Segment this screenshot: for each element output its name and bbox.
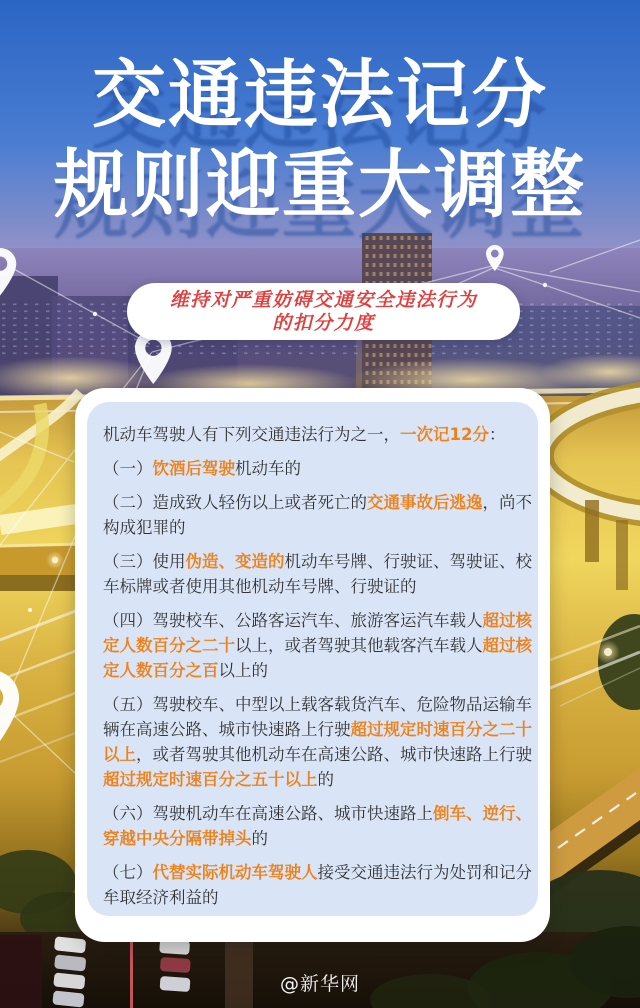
highlight-text: 伪造、变造的 bbox=[185, 552, 285, 571]
page-title bbox=[0, 50, 640, 230]
highlight-text: 超过核定人数百分之二十 bbox=[103, 611, 532, 655]
body-text: （一） bbox=[103, 459, 153, 478]
highlight-text: 超过核定人数百分之百 bbox=[103, 636, 532, 680]
card-intro bbox=[103, 422, 536, 447]
title-line-1: 交通违法记分 bbox=[92, 52, 548, 138]
card-item-2 bbox=[103, 490, 536, 540]
slogan-banner bbox=[127, 283, 520, 340]
card-item-1 bbox=[103, 456, 536, 481]
body-text: 以上，或者驾驶其他载客汽车载人 bbox=[235, 636, 483, 655]
highlight-text: 饮酒后驾驶 bbox=[152, 459, 235, 478]
map-pin-icon bbox=[0, 670, 19, 754]
rules-card-inner bbox=[87, 402, 538, 916]
highlight-text: 超过规定时速百分之二十以上 bbox=[103, 720, 532, 764]
body-text: （三）使用 bbox=[103, 552, 186, 571]
highlight-text: 代替实际机动车驾驶人 bbox=[152, 863, 318, 882]
body-text: （六）驾驶机动车在高速公路、城市快速路上 bbox=[103, 804, 433, 823]
card-item-7 bbox=[103, 860, 536, 910]
banner-line-2: 的扣分力度 bbox=[272, 311, 375, 334]
rules-card bbox=[75, 388, 550, 942]
card-item-6 bbox=[103, 801, 536, 851]
card-item-4 bbox=[103, 608, 536, 683]
body-text: ，尚不构成犯罪的 bbox=[103, 493, 532, 537]
highlight-text: 超过规定时速百分之五十以上 bbox=[103, 770, 318, 789]
highlight-text: 交通事故后逃逸 bbox=[367, 493, 483, 512]
body-text: 机动车驾驶人有下列交通违法行为之一， bbox=[103, 425, 400, 444]
body-text: 机动车号牌、行驶证、驾驶证、校车标牌或者使用其他机动车号牌、行驶证的 bbox=[103, 552, 532, 596]
body-text: 的 bbox=[317, 770, 334, 789]
body-text: 机动车的 bbox=[235, 459, 301, 478]
card-item-3 bbox=[103, 549, 536, 599]
banner-line-1: 维持对严重妨碍交通安全违法行为 bbox=[169, 288, 478, 311]
body-text: ： bbox=[488, 425, 506, 444]
card-item-5 bbox=[103, 692, 536, 792]
body-text: 以上的 bbox=[218, 661, 268, 680]
highlight-text: 一次记12分 bbox=[400, 425, 489, 444]
watermark: @新华网 bbox=[279, 973, 360, 995]
body-text: 接受交通违法行为处罚和记分牟取经济利益的 bbox=[103, 863, 532, 907]
body-text: （七） bbox=[103, 863, 153, 882]
map-pin-icon bbox=[0, 248, 16, 296]
title-line-2: 规则迎重大调整 bbox=[54, 142, 586, 228]
body-text: （五）驾驶校车、中型以上载客载货汽车、危险物品运输车辆在高速公路、城市快速路上行驶 bbox=[103, 695, 532, 739]
highlight-text: 倒车、逆行、穿越中央分隔带掉头 bbox=[103, 804, 532, 848]
body-text: ，或者驾驶其他机动车在高速公路、城市快速路上行驶 bbox=[136, 745, 532, 764]
body-text: 的 bbox=[251, 829, 268, 848]
card-body bbox=[87, 402, 536, 910]
body-text: （二）造成致人轻伤以上或者死亡的 bbox=[103, 493, 367, 512]
body-text: （四）驾驶校车、公路客运汽车、旅游客运汽车载人 bbox=[103, 611, 483, 630]
